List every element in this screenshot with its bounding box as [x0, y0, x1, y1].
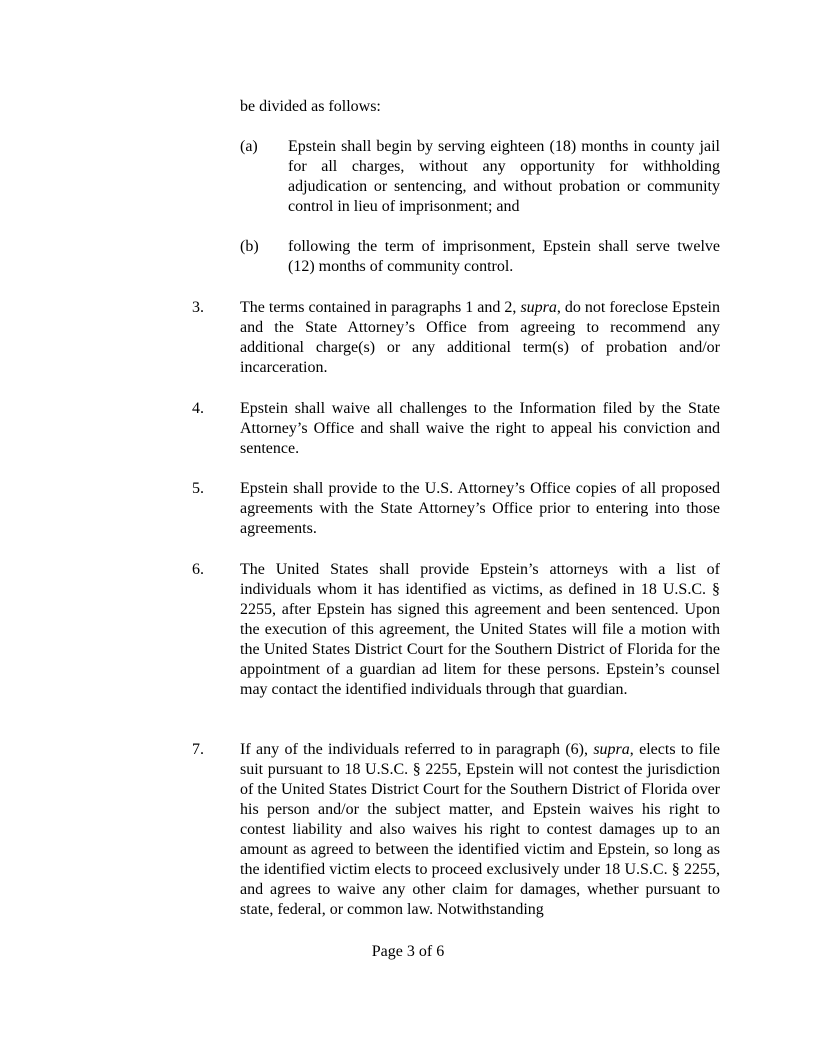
paragraph-number: 6. [192, 561, 204, 578]
page-footer [0, 942, 816, 962]
paragraph-text: The United States shall provide Epstein’s attorneys with a list of individuals whom it has identified as victims, as defined in 18 U.S.C. § 2255, after Epstein has signed this agreement and been sentenced. Upon the execution of this agreement, the United States will file a motion with the United States District Court for the Southern District of Florida for the appointment of a guardian ad litem for these persons. Epstein’s counsel may contact the identified individuals through that guardian. [240, 561, 720, 698]
page-number: Page 3 of 6 [371, 943, 445, 960]
paragraph-text: Epstein shall waive all challenges to the Information filed by the State Attorney’s Office and shall waive the right to appeal his conviction and sentence. [240, 400, 720, 457]
paragraph-number: 3. [192, 299, 204, 316]
paragraph-text: The terms contained in paragraphs 1 and 2, supra, do not foreclose Epstein and the State Attorney’s Office from agreeing to recommend any additional charge(s) or any additional term(s) of probation and/or incarceration. [240, 299, 720, 376]
sub-item-text: Epstein shall begin by serving eighteen (18) months in county jail for all charges, without any opportunity for withholding adjudication or sentencing, and without probation or community control in lieu of imprisonment; and [288, 138, 720, 215]
paragraph-text: Epstein shall provide to the U.S. Attorney’s Office copies of all proposed agreements with the State Attorney’s Office prior to entering into those agreements. [240, 480, 720, 537]
intro-text: be divided as follows: [240, 98, 381, 115]
paragraph-text: If any of the individuals referred to in paragraph (6), supra, elects to file suit pursuant to 18 U.S.C. § 2255, Epstein will not contest the jurisdiction of the United States District Court for the Southern District of Florida over his person and/or the subject matter, and Epstein waives his right to contest liability and also waives his right to contest damages up to an amount as agreed to between the identified victim and Epstein, so long as the identified victim elects to proceed exclusively under 18 U.S.C. § 2255, and agrees to waive any other claim for damages, whether pursuant to state, federal, or common law. Notwithstanding [240, 741, 721, 918]
sub-item-text: following the term of imprisonment, Epstein shall serve twelve (12) months of community control. [288, 238, 720, 275]
paragraph-number: 5. [192, 480, 204, 497]
paragraph-number: 7. [192, 741, 204, 758]
sub-item-label: (b) [240, 238, 259, 255]
paragraph-number: 4. [192, 400, 204, 417]
sub-item-label: (a) [240, 138, 258, 155]
